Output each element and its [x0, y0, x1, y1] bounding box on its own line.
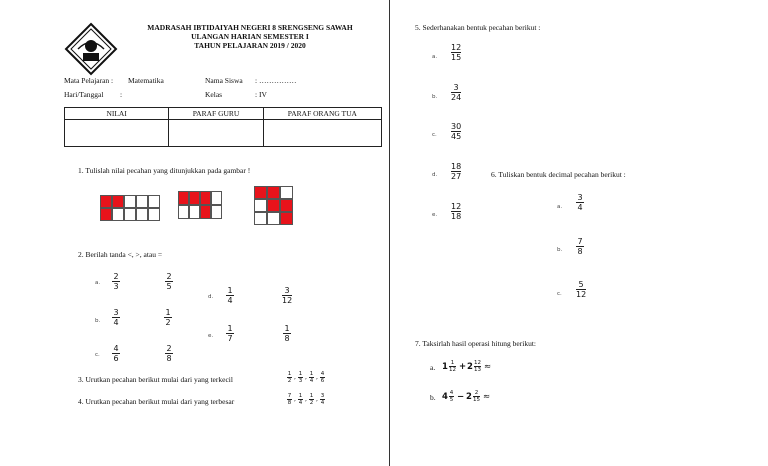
class-value: : IV — [255, 90, 267, 99]
q6b-fraction: 7 8 — [577, 237, 583, 256]
q6-label-b: b. — [557, 247, 563, 253]
q7-label-a: a. — [430, 363, 436, 372]
question-1: 1. Tulislah nilai pecahan yang ditunjukkan pada gambar ! — [78, 166, 251, 175]
q2d-left-fraction: 1 4 — [227, 286, 233, 305]
school-year: TAHUN PELAJARAN 2019 / 2020 — [194, 41, 306, 50]
name-value: : …………… — [255, 76, 297, 85]
q6-label-a: a. — [557, 204, 563, 210]
q2e-left-fraction: 1 7 — [227, 324, 233, 343]
school-logo — [64, 22, 118, 76]
q6a-fraction: 3 4 — [577, 193, 583, 212]
name-label: Nama Siswa — [205, 76, 243, 85]
q2a-left-fraction: 2 3 — [113, 272, 119, 291]
q4-fraction-list: 7 8 , 1 4 , 1 2 , 3 4 — [287, 393, 325, 406]
q5c-fraction: 30 45 — [451, 122, 462, 141]
q5a-fraction: 12 15 — [451, 43, 462, 62]
q2-label-a: a. — [95, 280, 101, 286]
q2a-right-fraction: 2 5 — [166, 272, 172, 291]
q3-fraction-list: 1 2 , 1 3 , 1 4 , 4 6 — [287, 371, 325, 384]
grade-col-paraf-ortu: PARAF ORANG TUA — [263, 108, 381, 120]
q5-label-e: e. — [432, 212, 438, 218]
q6-label-c: c. — [557, 291, 562, 297]
q5-label-d: d. — [432, 172, 438, 178]
question-3: 3. Urutkan pecahan berikut mulai dari yang terkecil — [78, 375, 233, 384]
subject-value: Matematika — [128, 76, 164, 85]
q2b-left-fraction: 3 4 — [113, 308, 119, 327]
grade-col-paraf-guru: PARAF GURU — [169, 108, 263, 120]
q5-label-b: b. — [432, 94, 438, 100]
q2c-right-fraction: 2 8 — [166, 344, 172, 363]
question-2: 2. Berilah tanda <, >, atau = — [78, 250, 163, 259]
grade-col-nilai: NILAI — [65, 108, 169, 120]
grade-cell[interactable] — [65, 120, 169, 147]
q2c-left-fraction: 4 6 — [113, 344, 119, 363]
q2-label-d: d. — [208, 294, 214, 300]
school-name: MADRASAH IBTIDAIYAH NEGERI 8 SRENGSENG SAWAH — [147, 23, 353, 32]
fraction-figure-1 — [100, 195, 160, 221]
q5-label-c: c. — [432, 132, 437, 138]
q5b-fraction: 3 24 — [451, 83, 462, 102]
q5d-fraction: 18 27 — [451, 162, 462, 181]
question-7: 7. Taksirlah hasil operasi hitung berikut: — [415, 339, 536, 348]
q2d-right-fraction: 3 12 — [282, 286, 293, 305]
question-5: 5. Sederhanakan bentuk pecahan berikut : — [415, 23, 541, 32]
question-4: 4. Urutkan pecahan berikut mulai dari yang terbesar — [78, 397, 235, 406]
q7b-expression: 4 4 5 − 2 2 15 ≈ — [442, 390, 491, 403]
grade-cell[interactable] — [263, 120, 381, 147]
grade-cell[interactable] — [169, 120, 263, 147]
q2e-right-fraction: 1 8 — [284, 324, 290, 343]
date-label: Hari/Tanggal — [64, 90, 104, 99]
grade-table — [64, 107, 382, 147]
q2-label-b: b. — [95, 318, 101, 324]
fraction-figure-3 — [254, 186, 293, 225]
fraction-figure-2 — [178, 191, 222, 219]
q6c-fraction: 5 12 — [576, 280, 587, 299]
page-divider — [389, 0, 390, 466]
q7-label-b: b. — [430, 393, 436, 402]
q2-label-c: c. — [95, 352, 100, 358]
q5e-fraction: 12 18 — [451, 202, 462, 221]
q7a-expression: 1 1 12 + 2 12 13 ≈ — [442, 360, 492, 373]
date-colon: : — [120, 90, 123, 99]
class-label: Kelas — [205, 90, 223, 99]
exam-title: ULANGAN HARIAN SEMESTER I — [191, 32, 309, 41]
q5-label-a: a. — [432, 54, 438, 60]
q2-label-e: e. — [208, 333, 214, 339]
q2b-right-fraction: 1 2 — [165, 308, 171, 327]
question-6: 6. Tuliskan bentuk decimal pecahan berikut : — [491, 170, 626, 179]
subject-label: Mata Pelajaran : — [64, 76, 114, 85]
